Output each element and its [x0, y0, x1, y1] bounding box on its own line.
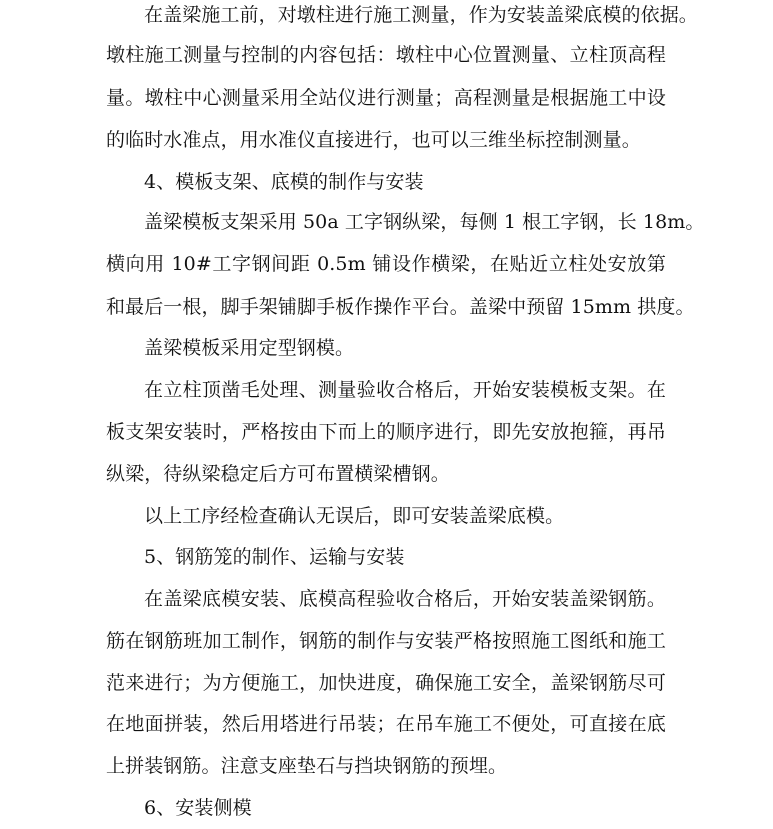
paragraph-line: 在立柱顶凿毛处理、测量验收合格后，开始安装模板支架。在 — [144, 379, 666, 401]
section-heading: 4、模板支架、底模的制作与安装 — [144, 171, 424, 193]
paragraph-line: 墩柱施工测量与控制的内容包括：墩柱中心位置测量、立柱顶高程 — [106, 44, 666, 66]
paragraph-line: 横向用 10#工字钢间距 0.5m 铺设作横梁，在贴近立柱处安放第 — [106, 253, 666, 275]
paragraph-line: 的临时水准点，用水准仪直接进行，也可以三维坐标控制测量。 — [106, 129, 641, 151]
paragraph-line: 盖梁模板采用定型钢模。 — [144, 337, 355, 359]
section-heading: 6、安装侧模 — [144, 797, 252, 819]
paragraph-line: 以上工序经检查确认无误后，即可安装盖梁底模。 — [144, 505, 565, 527]
paragraph-line: 纵梁，待纵梁稳定后方可布置横梁槽钢。 — [106, 463, 450, 485]
paragraph-line: 范来进行；为方便施工，加快进度，确保施工安全，盖梁钢筋尽可 — [106, 672, 666, 694]
paragraph-line: 在地面拼装，然后用塔进行吊装；在吊车施工不便处，可直接在底 — [106, 713, 666, 735]
paragraph-line: 筋在钢筋班加工制作，钢筋的制作与安装严格按照施工图纸和施工 — [106, 630, 666, 652]
paragraph-line: 盖梁模板支架采用 50a 工字钢纵梁，每侧 1 根工字钢，长 18m。 — [144, 211, 705, 233]
paragraph-line: 在盖梁底模安装、底模高程验收合格后，开始安装盖梁钢筋。 — [144, 588, 666, 610]
paragraph-line: 和最后一根，脚手架铺脚手板作操作平台。盖梁中预留 15mm 拱度。 — [106, 296, 695, 318]
paragraph-line: 上拼装钢筋。注意支座垫石与挡块钢筋的预埋。 — [106, 755, 508, 777]
section-heading: 5、钢筋笼的制作、运输与安装 — [144, 546, 405, 568]
paragraph-line: 板支架安装时，严格按由下而上的顺序进行，即先安放抱箍，再吊 — [106, 421, 666, 443]
paragraph-line: 在盖梁施工前，对墩柱进行施工测量，作为安装盖梁底模的依据。 — [144, 4, 698, 26]
paragraph-line: 量。墩柱中心测量采用全站仪进行测量；高程测量是根据施工中设 — [106, 87, 666, 109]
